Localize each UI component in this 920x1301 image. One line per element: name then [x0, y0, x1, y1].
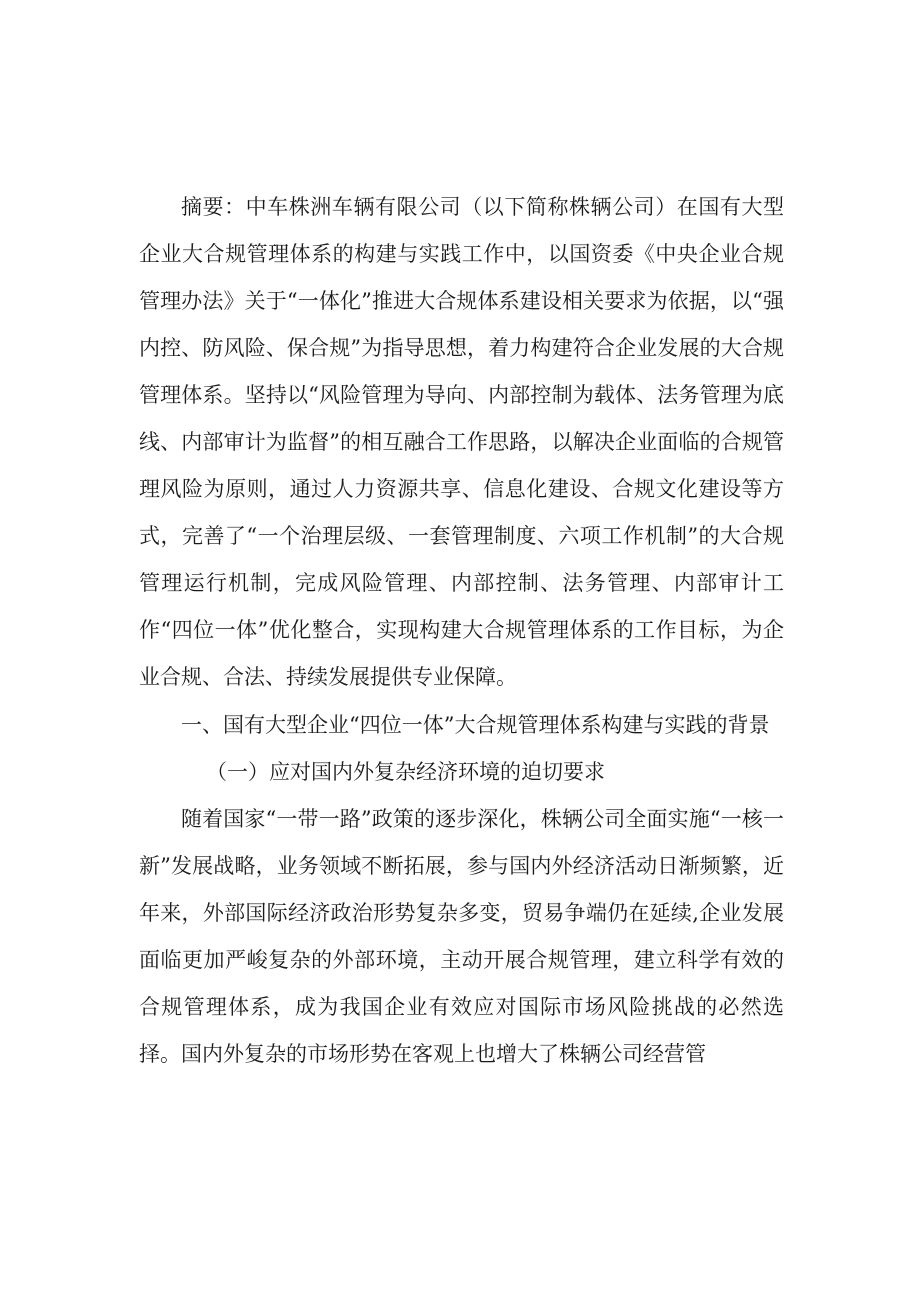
- body-paragraph: 随着国家“一带一路”政策的逐步深化，株辆公司全面实施“一核一新”发展战略，业务领域不断拓展，参与国内外经济活动日渐频繁，近年来，外部国际经济政治形势复杂多变，贸易争端仍在延续,企业发展面临更加严峻复杂的外部环境，主动开展合规管理，建立科学有效的合规管理体系，成为我国企业有效应对国际市场风险挑战的必然选择。国内外复杂的市场形势在客观上也增大了株辆公司经营管: [139, 807, 784, 1066]
- abstract-paragraph: 摘要：中车株洲车辆有限公司（以下简称株辆公司）在国有大型企业大合规管理体系的构建与实践工作中，以国资委《中央企业合规管理办法》关于“一体化”推进大合规体系建设相关要求为依据，以“强内控、防风险、保合规”为指导思想，着力构建符合企业发展的大合规管理体系。坚持以“风险管理为导向、内部控制为载体、法务管理为底线、内部审计为监督”的相互融合工作思路，以解决企业面临的合规管理风险为原则，通过人力资源共享、信息化建设、合规文化建设等方式，完善了“一个治理层级、一套管理制度、六项工作机制”的大合规管理运行机制，完成风险管理、内部控制、法务管理、内部审计工作“四位一体”优化整合，实现构建大合规管理体系的工作目标，为企业合规、合法、持续发展提供专业保障。: [139, 195, 784, 689]
- document-body: [139, 184, 784, 1078]
- subsection-heading: （一）应对国内外复杂经济环境的迫切要求: [206, 760, 605, 784]
- section-heading: 一、国有大型企业“四位一体”大合规管理体系构建与实践的背景: [181, 713, 770, 737]
